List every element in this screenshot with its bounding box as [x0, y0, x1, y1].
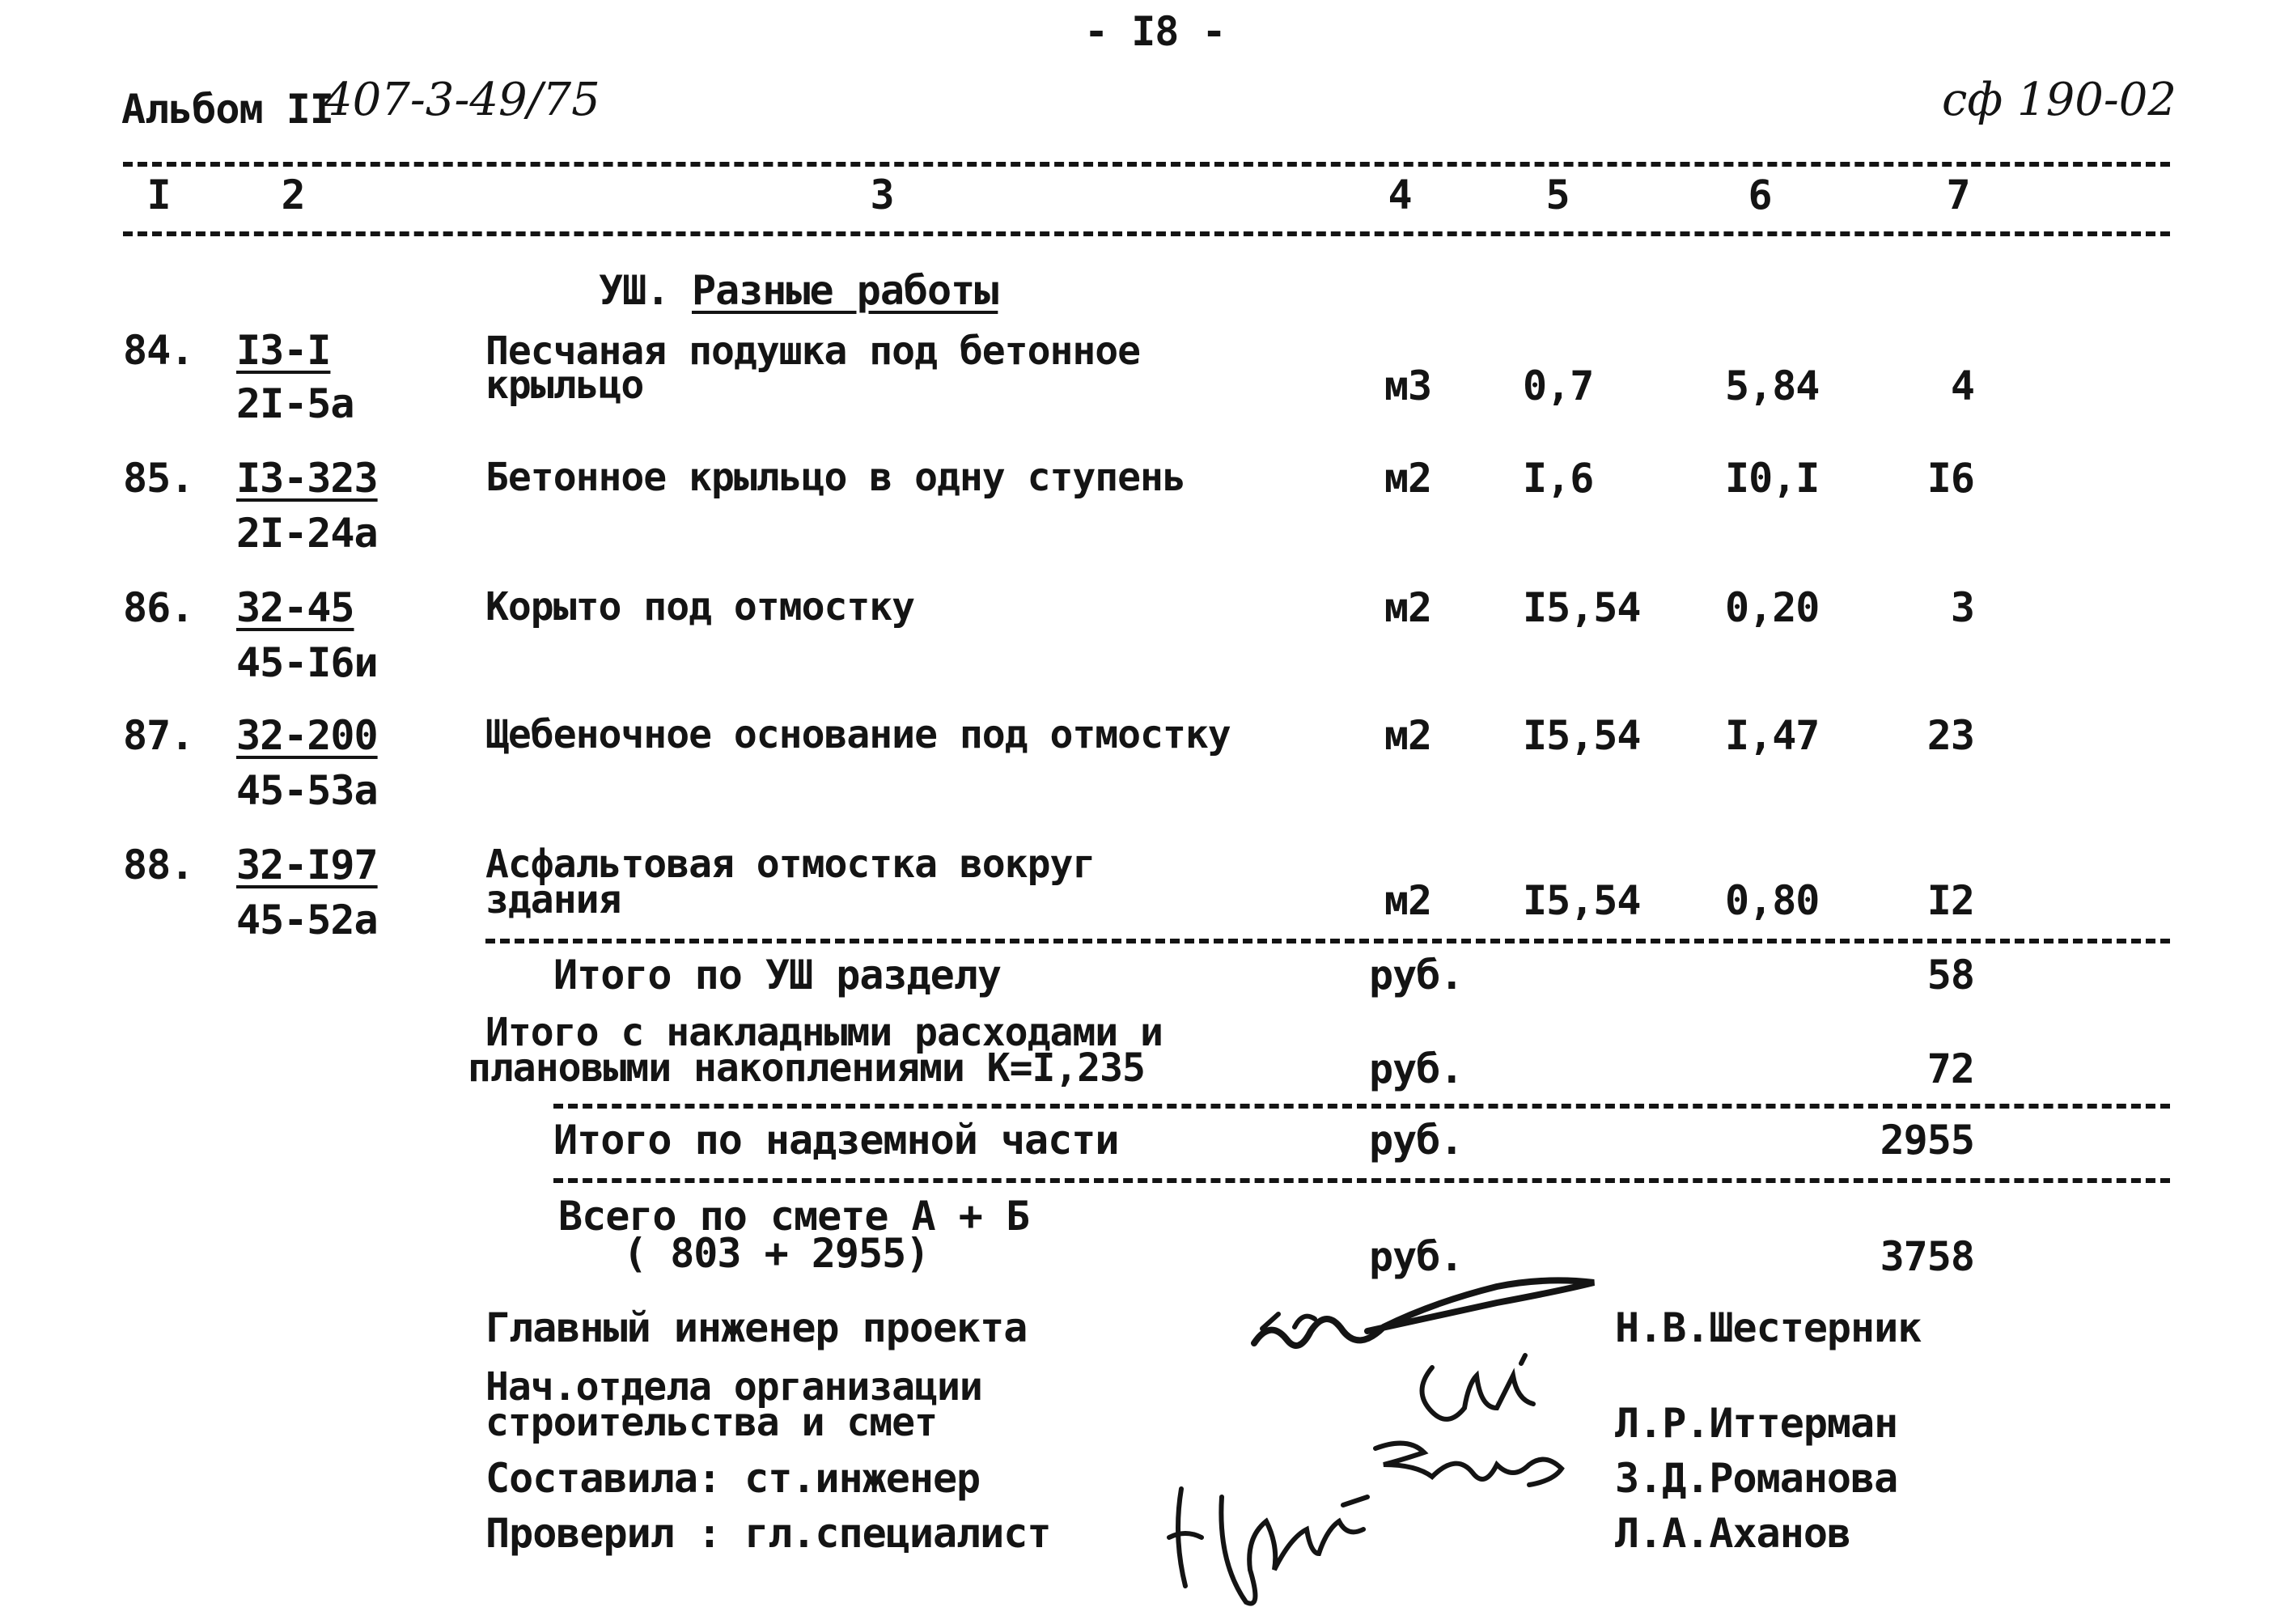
total-label-cont: плановыми накоплениями К=I,235 [468, 1045, 1145, 1091]
row-quantity: I5,54 [1523, 712, 1641, 759]
column-header-4: 4 [1388, 172, 1412, 218]
total-value: 2955 [1880, 1117, 1974, 1164]
row-description: Щебеночное основание под отмостку [485, 712, 1231, 757]
total-unit: руб. [1369, 1045, 1464, 1092]
row-total: 4 [1950, 363, 1974, 409]
row-code-bottom: 45-52a [236, 897, 378, 943]
row-quantity: I5,54 [1523, 584, 1641, 631]
row-code-top: 32-200 [236, 712, 378, 759]
total-unit: руб. [1369, 1117, 1464, 1164]
row-description-cont: здания [485, 877, 621, 922]
sheet-code: сф 190-02 [1942, 74, 2177, 126]
section-title: Разные работы [692, 267, 998, 314]
row-unit: м2 [1384, 455, 1432, 502]
row-description: Песчаная подушка под бетонное [485, 329, 1141, 374]
grand-total-label: Всего по смете А + Б [558, 1193, 1030, 1240]
row-number: 87. [123, 712, 194, 759]
total-value: 58 [1926, 952, 1974, 999]
album-code: 407-3-49/75 [324, 74, 600, 126]
signatory-name: Н.В.Шестерник [1615, 1304, 1922, 1351]
column-header-2: 2 [281, 172, 305, 218]
grand-total-value: 3758 [1880, 1233, 1974, 1280]
row-description: Асфальтовая отмостка вокруг [485, 842, 1096, 887]
row-unit-price: 0,20 [1725, 584, 1820, 631]
row-description: Бетонное крыльцо в одну ступень [485, 455, 1185, 500]
row-code-bottom: 2I-5a [236, 380, 354, 427]
totals-rule-bottom [553, 1178, 2170, 1183]
row-quantity: I5,54 [1523, 877, 1641, 924]
signatory-name: Л.Р.Иттерман [1615, 1400, 1898, 1447]
totals-rule-top [485, 939, 2170, 943]
row-unit: м2 [1384, 877, 1432, 924]
row-description-cont: крыльцо [485, 363, 644, 408]
signatory-name: З.Д.Романова [1615, 1455, 1898, 1502]
header-rule-bottom [123, 231, 2170, 236]
signatory-role: Главный инженер проекта [485, 1304, 1028, 1351]
column-header-7: 7 [1946, 172, 1970, 218]
total-label: Итого по надземной части [553, 1117, 1119, 1164]
row-unit-price: I,47 [1725, 712, 1820, 759]
grand-total-unit: руб. [1369, 1233, 1464, 1280]
total-label: Итого по УШ разделу [553, 952, 1001, 999]
grand-total-formula: ( 803 + 2955) [623, 1230, 930, 1277]
row-number: 84. [123, 327, 194, 374]
signature-department-head [1408, 1359, 1545, 1432]
row-code-bottom: 45-53a [236, 767, 378, 814]
signature-reviewer [1165, 1473, 1408, 1618]
row-description: Корыто под отмостку [485, 584, 915, 630]
total-value: 72 [1926, 1045, 1974, 1092]
row-number: 85. [123, 455, 194, 502]
row-code-bottom: 45-I6и [236, 639, 378, 686]
signatory-role: Нач.отдела организации [485, 1364, 982, 1410]
row-quantity: 0,7 [1523, 363, 1594, 409]
column-header-3: 3 [870, 172, 894, 218]
row-unit: м3 [1384, 363, 1432, 409]
signatory-role: Составила: ст.инженер [485, 1455, 981, 1502]
row-unit-price: 5,84 [1725, 363, 1820, 409]
signatory-role: Проверил : гл.специалист [485, 1510, 1051, 1557]
row-code-top: I3-323 [236, 455, 378, 502]
section-number: УШ. [599, 267, 670, 314]
row-number: 86. [123, 584, 194, 631]
row-code-bottom: 2I-24a [236, 510, 378, 557]
row-unit-price: I0,I [1725, 455, 1820, 502]
signatory-role-cont: строительства и смет [485, 1400, 937, 1445]
row-total: 23 [1926, 712, 1974, 759]
signatory-name: Л.А.Аханов [1615, 1510, 1851, 1557]
column-header-5: 5 [1545, 172, 1570, 218]
row-code-top: I3-I [236, 327, 331, 374]
row-quantity: I,6 [1523, 455, 1594, 502]
column-header-6: 6 [1748, 172, 1772, 218]
row-code-top: 32-45 [236, 584, 354, 631]
row-unit: м2 [1384, 584, 1432, 631]
page-number: - I8 - [1084, 8, 1226, 55]
row-number: 88. [123, 842, 194, 888]
row-unit: м2 [1384, 712, 1432, 759]
row-total: I6 [1926, 455, 1974, 502]
row-unit-price: 0,80 [1725, 877, 1820, 924]
row-total: I2 [1926, 877, 1974, 924]
row-total: 3 [1950, 584, 1974, 631]
total-unit: руб. [1369, 952, 1464, 999]
header-rule-top [123, 162, 2170, 167]
column-header-1: I [146, 172, 171, 218]
album-label: Альбом II [121, 86, 333, 133]
totals-rule-middle [553, 1104, 2170, 1109]
total-label: Итого с накладными расходами и [485, 1010, 1163, 1055]
row-code-top: 32-I97 [236, 842, 378, 888]
